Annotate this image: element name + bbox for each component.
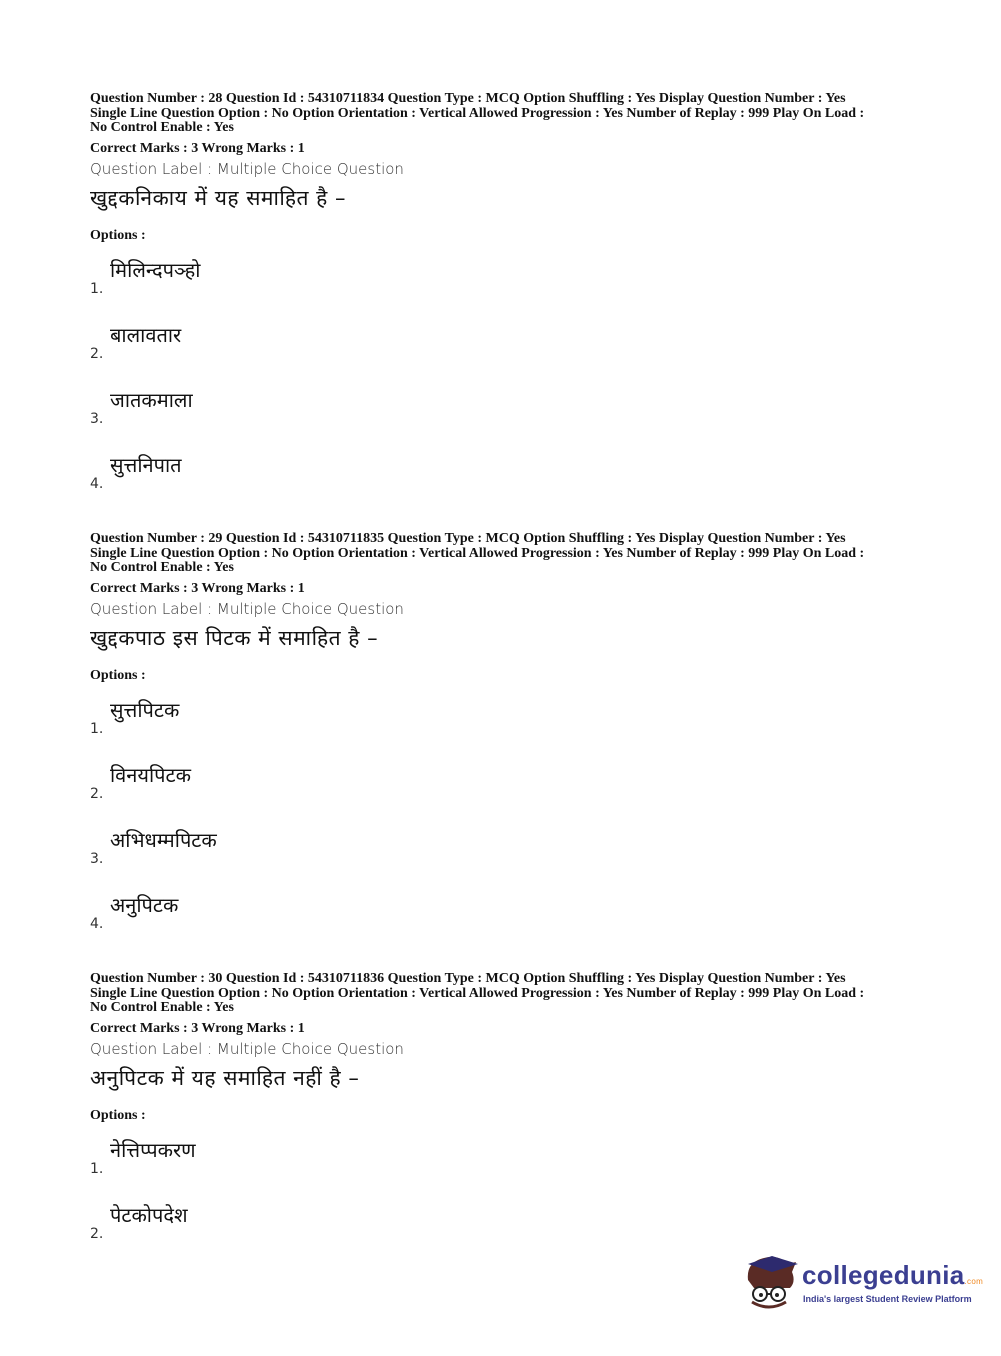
option-number: 3. [90,850,104,867]
option-text: अनुपिटक [110,892,179,917]
question-meta-line: Single Line Question Option : No Option Orientation : Vertical Allowed Progression : Yes Number of Replay : 999 Play On Load : [90,985,865,1001]
option-item [90,826,920,891]
option-item [90,386,920,451]
question-label: Question Label : Multiple Choice Question [90,599,404,618]
question-stem: अनुपिटक में यह समाहित नहीं है – [90,1065,360,1090]
brand-tagline: India's largest Student Review Platform [803,1294,972,1304]
option-number: 1. [90,720,104,737]
question-marks: Correct Marks : 3 Wrong Marks : 1 [90,580,305,596]
question-block-28 [90,92,920,516]
question-meta-line: Question Number : 30 Question Id : 54310711836 Question Type : MCQ Option Shuffling : Yes Display Question Number : Yes [90,971,846,986]
option-text: सुत्तनिपात [110,452,182,477]
option-item [90,321,920,386]
option-text: पेटकोपदेश [110,1202,188,1227]
option-number: 2. [90,1225,104,1242]
option-item [90,451,920,516]
option-item [90,761,920,826]
option-number: 4. [90,915,104,932]
question-meta-line: No Control Enable : Yes [90,1000,234,1015]
question-block-30 [90,972,920,1266]
options-heading: Options : [90,1107,146,1123]
question-meta-line: Single Line Question Option : No Option Orientation : Vertical Allowed Progression : Yes Number of Replay : 999 Play On Load : [90,545,865,561]
option-item [90,1136,920,1201]
question-label: Question Label : Multiple Choice Question [90,159,404,178]
option-text: जातकमाला [110,387,193,412]
question-marks: Correct Marks : 3 Wrong Marks : 1 [90,1020,305,1036]
option-number: 2. [90,785,104,802]
option-number: 4. [90,475,104,492]
option-text: अभिधम्मपिटक [110,827,217,852]
options-heading: Options : [90,667,146,683]
option-text: बालावतार [110,322,182,347]
brand-suffix: .com [964,1277,984,1286]
options-list [90,256,920,516]
question-label: Question Label : Multiple Choice Question [90,1039,404,1058]
collegedunia-watermark [742,1250,984,1314]
mascot-logo-icon [742,1252,800,1312]
option-item [90,891,920,956]
question-stem: खुद्दकपाठ इस पिटक में समाहित है – [90,625,379,650]
question-meta-line: Question Number : 28 Question Id : 54310711834 Question Type : MCQ Option Shuffling : Yes Display Question Number : Yes [90,91,846,106]
option-item [90,696,920,761]
option-number: 3. [90,410,104,427]
option-text: विनयपिटक [110,762,191,787]
option-number: 1. [90,280,104,297]
option-item [90,256,920,321]
question-block-29 [90,532,920,956]
option-number: 2. [90,345,104,362]
option-number: 1. [90,1160,104,1177]
question-marks: Correct Marks : 3 Wrong Marks : 1 [90,140,305,156]
question-meta-line: No Control Enable : Yes [90,560,234,575]
question-meta-line: Question Number : 29 Question Id : 54310711835 Question Type : MCQ Option Shuffling : Yes Display Question Number : Yes [90,531,846,546]
option-text: नेत्तिप्पकरण [110,1137,196,1162]
options-heading: Options : [90,227,146,243]
options-list [90,696,920,956]
question-meta-line: No Control Enable : Yes [90,120,234,135]
option-text: सुत्तपिटक [110,697,180,722]
question-stem: खुद्दकनिकाय में यह समाहित है – [90,185,346,210]
options-list [90,1136,920,1266]
option-text: मिलिन्दपञ्हो [110,257,201,282]
question-meta-line: Single Line Question Option : No Option Orientation : Vertical Allowed Progression : Yes Number of Replay : 999 Play On Load : [90,105,865,121]
brand-name: collegedunia.com [802,1260,984,1290]
